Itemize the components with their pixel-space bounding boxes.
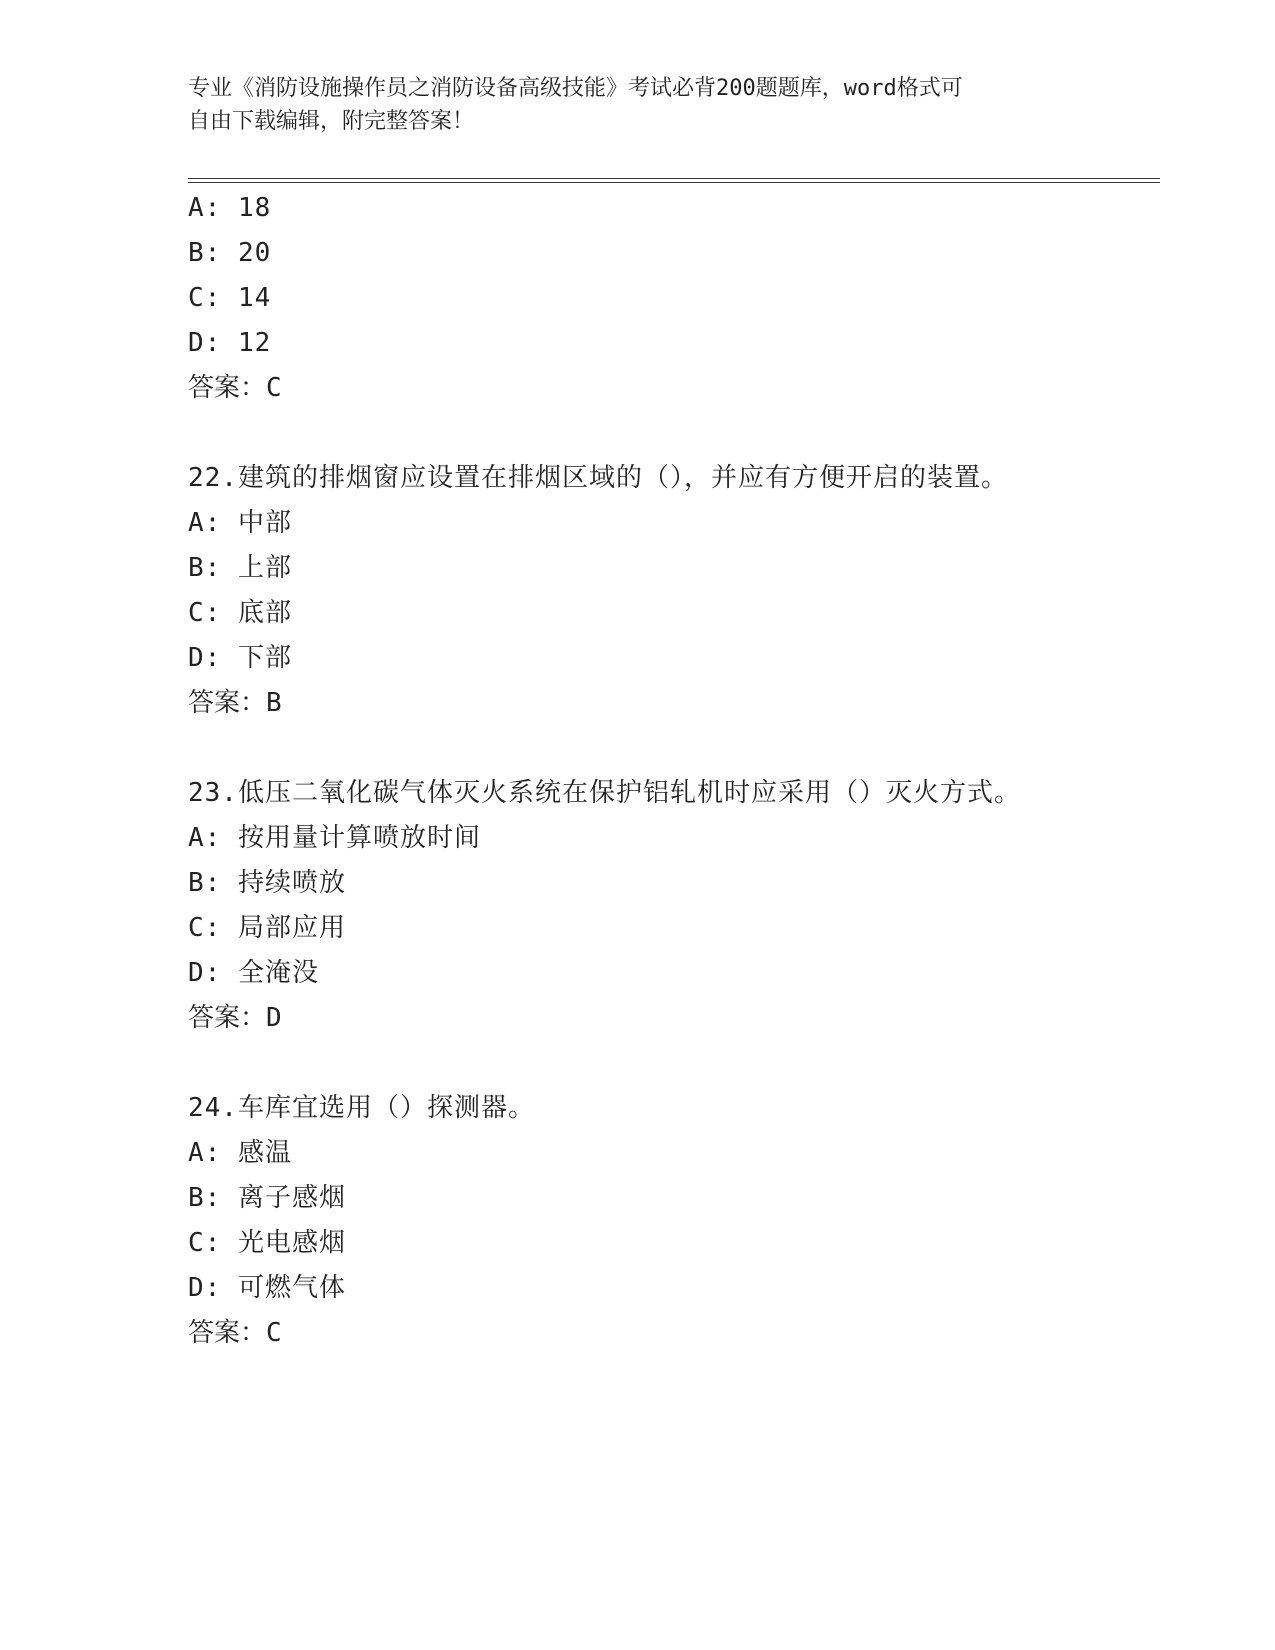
q24-question: 24.车库宜选用（）探测器。 (188, 1093, 535, 1123)
q23-question: 23.低压二氧化碳气体灭火系统在保护铝轧机时应采用（）灭火方式。 (188, 778, 1021, 808)
q22-question: 22.建筑的排烟窗应设置在排烟区域的（），并应有方便开启的装置。 (188, 463, 1008, 493)
q22-option-b: B: 上部 (188, 553, 292, 583)
header-line-2: 自由下载编辑，附完整答案！ (188, 109, 475, 134)
q24-answer: 答案：C (188, 1318, 282, 1348)
q23-option-d: D: 全淹没 (188, 958, 319, 988)
q22-answer: 答案：B (188, 688, 282, 718)
q22-option-d: D: 下部 (188, 643, 292, 673)
q21-option-b: B: 20 (188, 238, 272, 268)
q21-answer: 答案：C (188, 373, 282, 403)
q23-option-c: C: 局部应用 (188, 913, 346, 943)
header-divider-top (188, 178, 1160, 179)
q21-option-d: D: 12 (188, 328, 272, 358)
q23-answer: 答案：D (188, 1003, 282, 1033)
q22-option-c: C: 底部 (188, 598, 292, 628)
document-header (188, 72, 1068, 138)
header-divider-bottom (188, 182, 1160, 183)
header-line-1: 专业《消防设施操作员之消防设备高级技能》考试必背200题题库，word格式可 (188, 76, 963, 101)
q24-option-c: C: 光电感烟 (188, 1228, 346, 1258)
q24-option-a: A: 感温 (188, 1138, 292, 1168)
q23-option-b: B: 持续喷放 (188, 868, 346, 898)
q24-option-b: B: 离子感烟 (188, 1183, 346, 1213)
q22-option-a: A: 中部 (188, 508, 292, 538)
q24-option-d: D: 可燃气体 (188, 1273, 346, 1303)
q21-option-c: C: 14 (188, 283, 272, 313)
q23-option-a: A: 按用量计算喷放时间 (188, 823, 481, 853)
q21-option-a: A: 18 (188, 193, 272, 223)
